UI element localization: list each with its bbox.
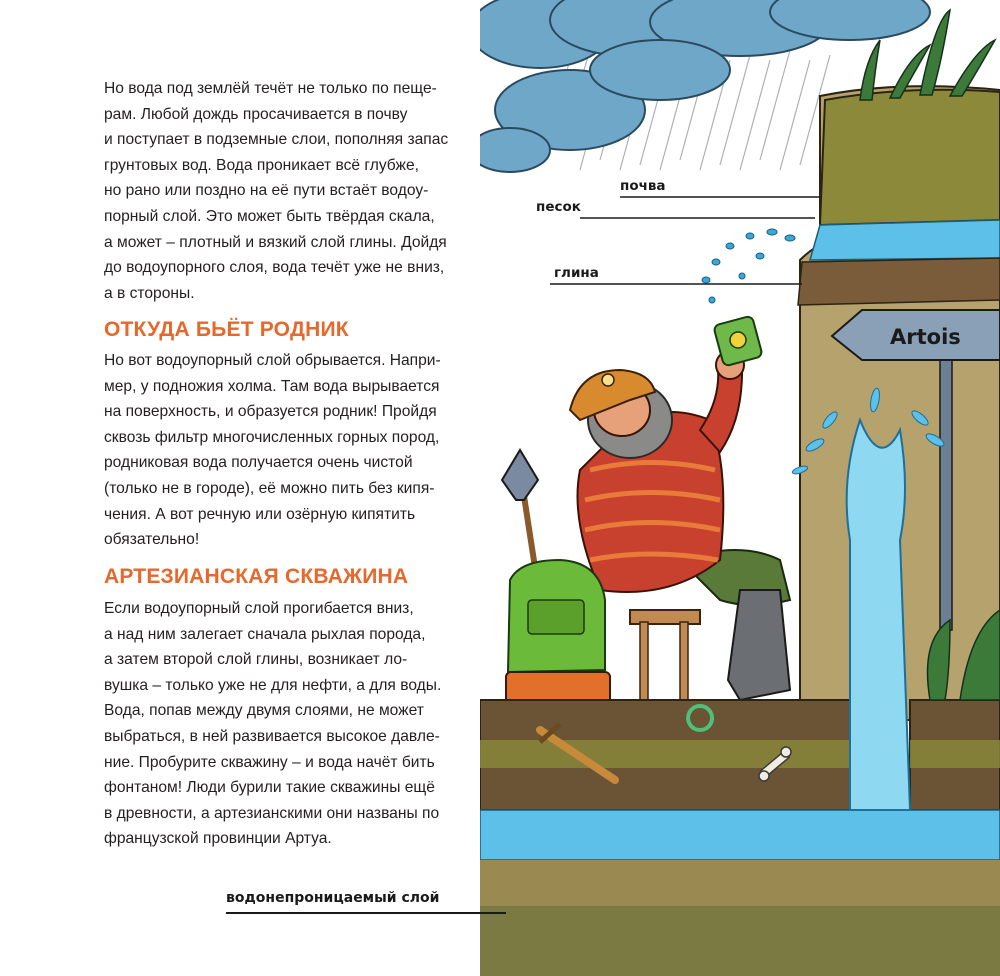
backpack-pocket	[528, 600, 584, 634]
intro-paragraph	[104, 76, 484, 306]
text-line: обязательно!	[104, 531, 200, 549]
sediment-band	[480, 740, 860, 768]
sediment-band-right	[910, 740, 1000, 768]
text-line: а затем второй слой глины, возникает ло-	[104, 651, 408, 669]
text-line: до водоупорного слоя, вода течёт уже не вниз,	[104, 259, 445, 277]
text-line: Но вот водоупорный слой обрывается. Напри-	[104, 352, 441, 369]
water-drops	[702, 229, 795, 303]
text-line: на поверхность, и образуется родник! Пройдя	[104, 403, 437, 421]
underground-water	[480, 805, 1000, 860]
spring-paragraph	[104, 348, 484, 553]
text-line: мер, у подножия холма. Там вода вырывается	[104, 377, 440, 395]
text-line: Если водоупорный слой прогибается вниз,	[104, 600, 414, 617]
text-line: родниковая вода получается очень чистой	[104, 454, 413, 472]
text-line: а может – плотный и вязкий слой глины. Дойдя	[104, 233, 447, 251]
text-line: фонтаном! Люди бурили такие скважины ещё	[104, 779, 435, 797]
text-line: в древности, а артезианскими они названы по	[104, 804, 440, 822]
signpost-pole	[940, 330, 952, 630]
label-soil: почва	[620, 178, 666, 194]
label-sand: песок	[536, 199, 581, 215]
text-line: выбраться, в ней развивается высокое давле-	[104, 727, 440, 745]
text-line: но рано или поздно на её пути встаёт водоу-	[104, 182, 429, 200]
boot	[728, 590, 790, 700]
text-line: порный слой. Это может быть твёрдая скала,	[104, 207, 435, 225]
stool-leg	[680, 622, 688, 700]
soil-layer	[820, 90, 1000, 225]
heading-artesian: АРТЕЗИАНСКАЯ СКВАЖИНА	[104, 565, 409, 588]
impermeable-layer-lower	[480, 906, 1000, 976]
text-line: французской провинции Артуа.	[104, 830, 332, 848]
heading-spring: ОТКУДА БЬЁТ РОДНИК	[104, 318, 349, 341]
clay-layer	[798, 258, 1000, 305]
mug-flower	[730, 332, 746, 348]
artesian-well-illustration	[480, 0, 1000, 976]
label-impermeable: водонепроницаемый слой	[226, 890, 440, 906]
text-line: чения. А вот речную или озёрную кипятить	[104, 505, 416, 523]
text-line: вушка – только уже не для нефти, а для воды.	[104, 676, 442, 694]
text-line: сквозь фильтр многочисленных горных пород,	[104, 428, 440, 446]
artesian-fountain	[847, 420, 910, 810]
label-impermeable-line	[226, 912, 506, 914]
text-line: Вода, попав между двумя слоями, не может	[104, 702, 424, 720]
sand-water-layer	[810, 220, 1000, 260]
sign-text: Artois	[890, 325, 961, 349]
hat-lamp	[602, 374, 614, 386]
text-line: Но вода под землёй течёт не только по пеще-	[104, 80, 437, 97]
text-line: грунтовых вод. Вода проникает всё глубже,	[104, 156, 419, 174]
artesian-text	[104, 596, 484, 852]
text-line: а в стороны.	[104, 284, 195, 302]
text-line: а над ним залегает сначала рыхлая порода,	[104, 625, 426, 643]
stool-leg	[640, 622, 648, 700]
shovel-blade	[502, 450, 538, 500]
text-line: рам. Любой дождь просачивается в почву	[104, 105, 408, 123]
artesian-paragraph	[104, 596, 484, 852]
spring-text	[104, 348, 484, 553]
label-clay: глина	[554, 265, 599, 281]
text-line: ние. Пробурите скважину – и вода начёт бить	[104, 753, 435, 771]
text-line: (только не в городе), её можно пить без кипя-	[104, 479, 435, 497]
text-line: и поступает в подземные слои, пополняя запас	[104, 131, 449, 149]
intro-text	[104, 76, 484, 306]
